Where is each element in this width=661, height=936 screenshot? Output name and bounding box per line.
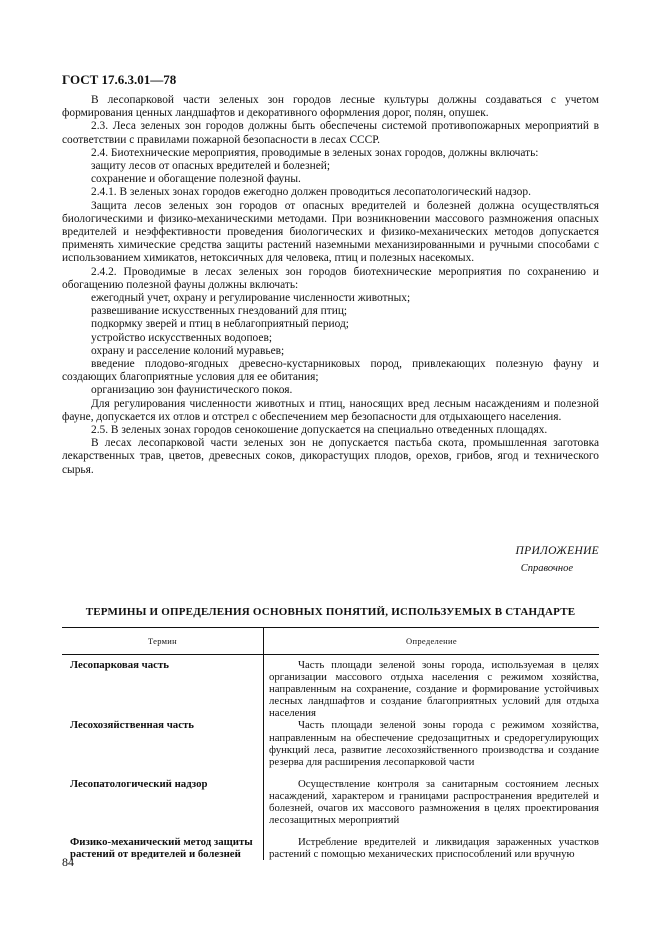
paragraph: защиту лесов от опасных вредителей и болезней; [91,160,331,173]
page-number: 84 [62,855,74,869]
appendix-subtitle: Справочное [520,563,573,574]
paragraph: 2.3. Леса зеленых зон городов должны быть обеспечены системой противопожарных мероприятий в соответствии с правилами пожарной безопасности в лесах СССР. [62,120,599,146]
definition-cell: Часть площади зеленой зоны города, используемая в целях организации массового отдыха населения с режимом хозяйства, направленным на сохранение, создание и формирование устойчивых лесных ландшафтов и создание благоприятных условий для отдыха населения [269,659,599,720]
appendix-title: ПРИЛОЖЕНИЕ [515,545,599,557]
terms-table [62,627,599,860]
section-title: ТЕРМИНЫ И ОПРЕДЕЛЕНИЯ ОСНОВНЫХ ПОНЯТИЙ, ИСПОЛЬЗУЕМЫХ В СТАНДАРТЕ [85,606,576,618]
term-cell: Лесопарковая часть [62,655,264,720]
term-cell: Лесопатологический надзор [62,778,264,826]
term-cell: Лесохозяйственная часть [62,719,264,767]
paragraph: В лесопарковой части зеленых зон городов лесные культуры должны создаваться с учетом формирования ценных ландшафтов и декоративного оформления дорог, полян, опушек. [62,94,599,120]
table-row [62,836,599,860]
definition-column-header: Определение [264,628,600,655]
definition-cell: Осуществление контроля за санитарным состоянием лесных насаждений, характером и границами распространения вредителей и болезней, очагов их массового размножения в целях проектирования лесозащитных мероприятий [269,777,599,827]
paragraph: 2.4. Биотехнические мероприятия, проводимые в зеленых зонах городов, должны включать: [91,146,539,159]
paragraph: охрану и расселение колоний муравьев; [91,344,285,357]
table-row [62,719,599,767]
table-spacer-row [62,768,599,778]
table-header-row [62,628,599,655]
table-row [62,778,599,826]
paragraph: 2.4.2. Проводимые в лесах зеленых зон городов биотехнические мероприятия по сохранению и обогащению полезной фауны должны включать: [62,265,599,291]
body-text [62,94,599,477]
paragraph: Для регулирования численности животных и птиц, наносящих вред лесным насаждениям и полезной фауне, допускается их отлов и отстрел с обеспечением мер безопасности для отдыхающего населения. [62,397,599,423]
paragraph: ежегодный учет, охрану и регулирование численности животных; [91,292,411,305]
paragraph: подкормку зверей и птиц в неблагоприятный период; [91,318,349,331]
term-cell: Физико-механический метод защиты растений от вредителей и болезней [62,836,264,860]
paragraph: Защита лесов зеленых зон городов от опасных вредителей и болезней должна осуществляться биологическими и физико-механическими методами. При возникновении массового размножения опасных вредителей и неэффективности проведения биологических и физико-механических методов допускается применять химические средства защиты растений наземными механизированными и ручными способами с использованием химикатов, нетоксичных для человека, птиц и полезных насекомых. [62,199,599,265]
paragraph: сохранение и обогащение полезной фауны. [91,173,301,186]
paragraph: В лесах лесопарковой части зеленых зон не допускается пастьба скота, промышленная заготовка лекарственных трав, цветов, древесных соков, дикорастущих плодов, орехов, грибов, ягод и технического сырья. [62,437,599,476]
term-column-header: Термин [62,628,264,655]
paragraph: развешивание искусственных гнездований для птиц; [91,305,348,318]
definition-cell: Истребление вредителей и ликвидация зараженных участков растений с помощью механических приспособлений или вручную [269,836,599,861]
paragraph: 2.5. В зеленых зонах городов сенокошение допускается на специально отведенных площадях. [91,424,548,437]
paragraph: 2.4.1. В зеленых зонах городов ежегодно должен проводиться лесопатологический надзор. [91,186,531,199]
document-code: ГОСТ 17.6.3.01—78 [62,72,177,87]
table-row [62,655,599,720]
paragraph: организацию зон фаунистического покоя. [91,384,293,397]
table-spacer-row [62,826,599,836]
definition-cell: Часть площади зеленой зоны города с режимом хозяйства, направленным на обеспечение средозащитных и средорегулирующих функций леса, развитие лесохозяйственного производства и создание резерва для расширения лесопарковой части [269,719,599,768]
paragraph: введение плодово-ягодных древесно-кустарниковых пород, привлекающих полезную фауну и создающих благоприятные условия для ее обитания; [62,358,599,384]
paragraph: устройство искусственных водопоев; [91,331,272,344]
